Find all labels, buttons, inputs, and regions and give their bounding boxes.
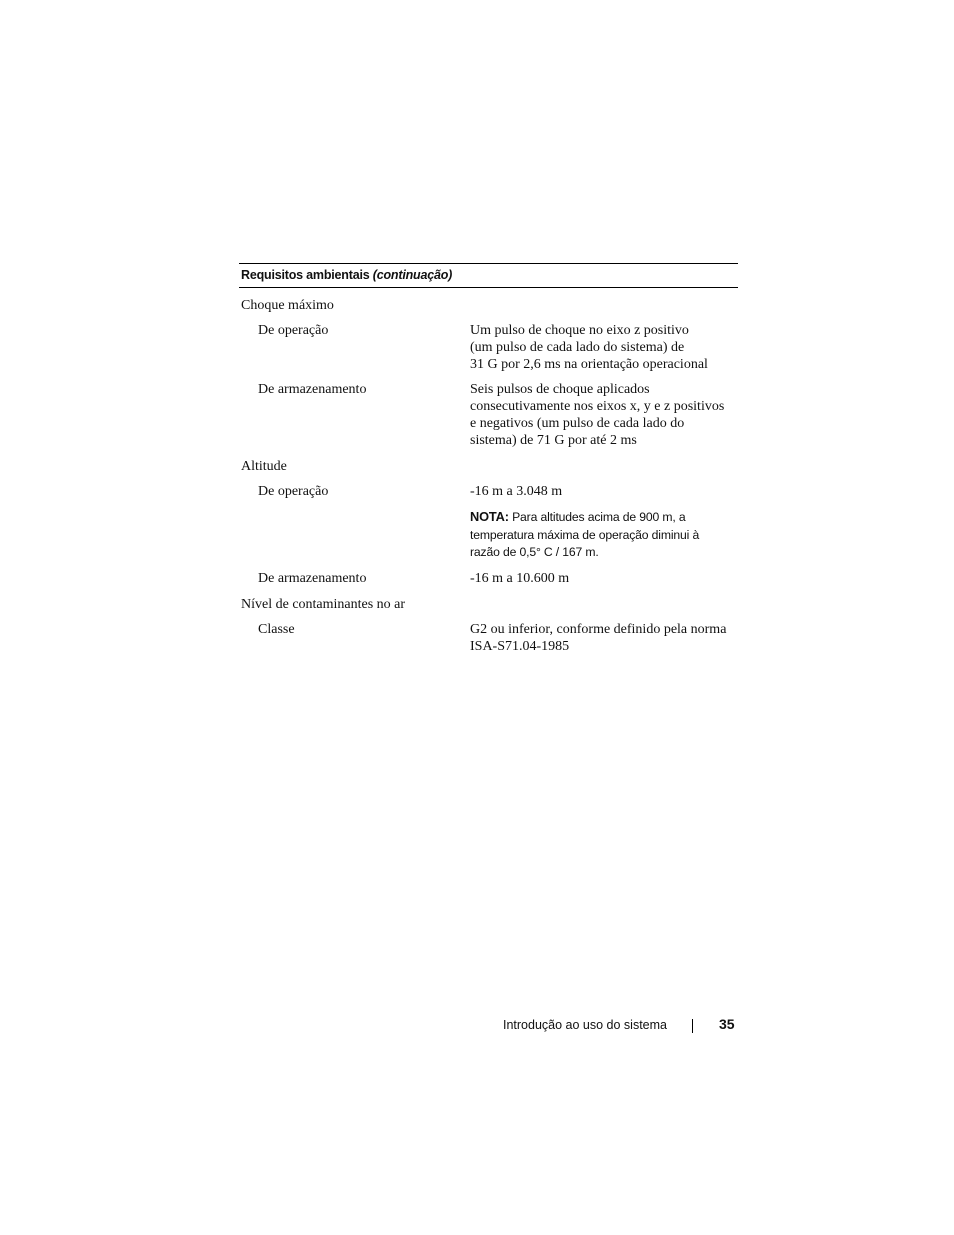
value-line: Um pulso de choque no eixo z positivo bbox=[470, 323, 689, 338]
row-value bbox=[470, 621, 738, 655]
value-line: -16 m a 3.048 m bbox=[470, 484, 563, 499]
note bbox=[470, 508, 738, 562]
value-line: (um pulso de cada lado do sistema) de bbox=[470, 340, 685, 355]
row-value bbox=[470, 381, 738, 449]
value-line: 31 G por 2,6 ms na orientação operacional bbox=[470, 357, 708, 372]
table-row bbox=[239, 475, 738, 562]
note-line: temperatura máxima de operação diminui à bbox=[470, 527, 700, 542]
section-title-airborne-contaminants: Nível de contaminantes no ar bbox=[241, 596, 406, 612]
page-number: 35 bbox=[719, 1016, 735, 1032]
table-row bbox=[239, 613, 738, 655]
row-label: Classe bbox=[258, 621, 295, 637]
row-label: De armazenamento bbox=[258, 570, 367, 586]
value-line: e negativos (um pulso de cada lado do bbox=[470, 416, 685, 431]
value-line: ISA-S71.04-1985 bbox=[470, 638, 570, 654]
note-label: NOTA: bbox=[470, 509, 509, 524]
table-continuation: (continuação) bbox=[372, 268, 453, 282]
row-label: De armazenamento bbox=[258, 382, 367, 397]
value-line: Seis pulsos de choque aplicados bbox=[470, 382, 650, 397]
note-line: Para altitudes acima de 900 m, a bbox=[512, 510, 686, 524]
section-title-altitude: Altitude bbox=[241, 459, 287, 474]
value-line: G2 ou inferior, conforme definido pela norma bbox=[470, 621, 727, 637]
row-label: De operação bbox=[258, 484, 329, 499]
page-footer bbox=[0, 1015, 954, 1035]
row-label: De operação bbox=[258, 323, 329, 338]
value-line: consecutivamente nos eixos x, y e z positivos bbox=[470, 399, 725, 414]
value-line: sistema) de 71 G por até 2 ms bbox=[470, 433, 637, 448]
row-value bbox=[470, 570, 738, 587]
value-line: -16 m a 10.600 m bbox=[470, 570, 570, 586]
footer-chapter-title: Introdução ao uso do sistema bbox=[503, 1018, 667, 1032]
table-row bbox=[239, 373, 738, 449]
section-title-max-shock: Choque máximo bbox=[241, 298, 334, 313]
note-line: razão de 0,5° C / 167 m. bbox=[470, 545, 599, 559]
row-value bbox=[470, 483, 738, 562]
table-row bbox=[239, 562, 738, 587]
row-value bbox=[470, 322, 738, 373]
footer-separator bbox=[692, 1019, 693, 1033]
environmental-requirements-table bbox=[239, 263, 738, 655]
table-row bbox=[239, 314, 738, 373]
table-title: Requisitos ambientais bbox=[241, 268, 370, 282]
table-header bbox=[239, 264, 738, 288]
